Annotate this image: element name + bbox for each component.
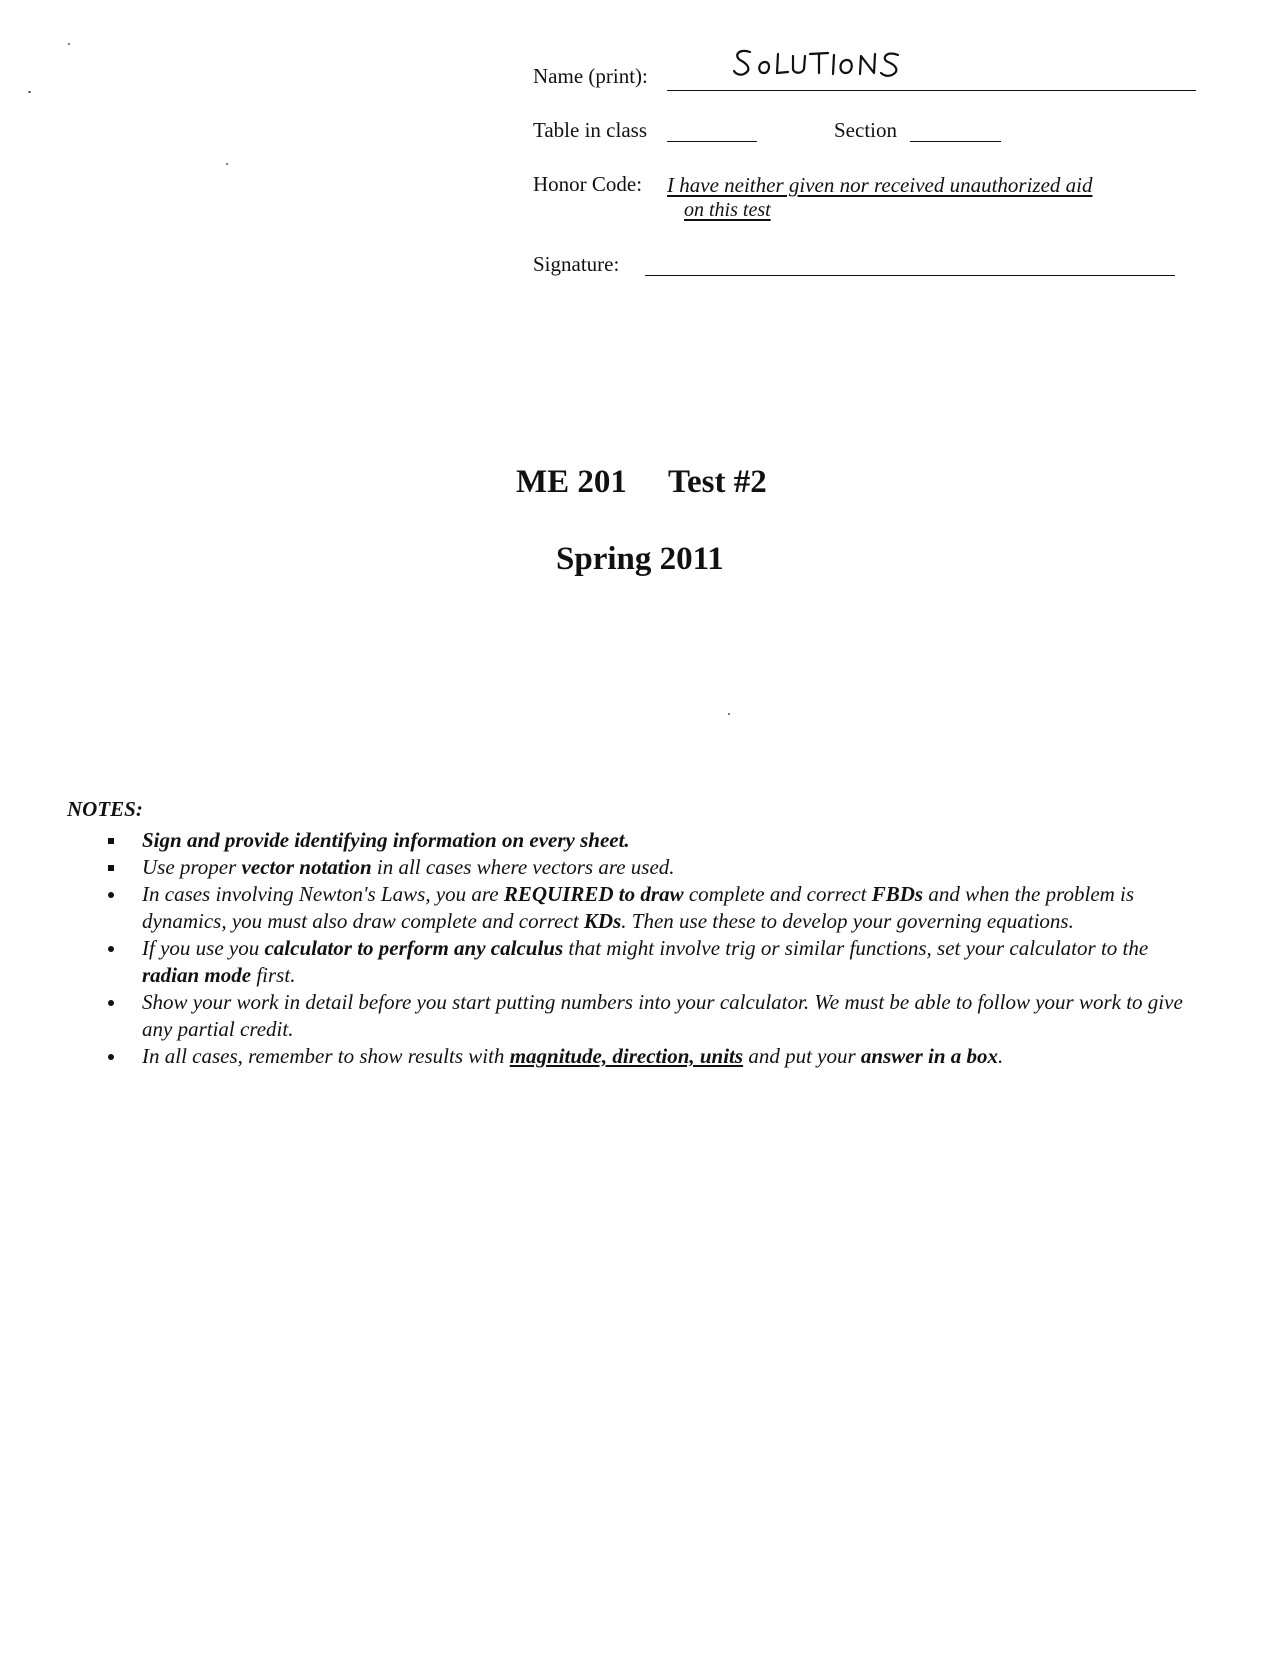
note-text: If you use you (142, 936, 265, 960)
note-item (100, 935, 1210, 989)
scan-speck (28, 91, 31, 93)
note-underlined-text: magnitude, direction, units (509, 1044, 744, 1068)
note-bold-text: radian mode (142, 963, 252, 987)
table-in-class-label: Table in class (533, 118, 647, 142)
scan-speck (226, 163, 228, 165)
note-item (100, 989, 1210, 1043)
note-bold-text: answer in a box (860, 1044, 999, 1068)
note-bold-text: REQUIRED to draw (503, 882, 684, 906)
note-text: first. (251, 963, 296, 987)
note-text: . (998, 1044, 1004, 1068)
note-text: and when the problem is dynamics, you must also draw complete and correct (142, 882, 1135, 933)
scan-speck (68, 43, 70, 45)
name-label: Name (print): (533, 64, 648, 88)
note-text: Use proper (142, 855, 242, 879)
course-title: ME 201 (516, 464, 627, 500)
note-text: . Then use these to develop your governing equations. (621, 909, 1074, 933)
note-text: Sign and provide identifying information on every sheet. (142, 828, 630, 852)
test-title: Test #2 (668, 464, 767, 500)
note-text: complete and correct (683, 882, 872, 906)
table-in-class-blank[interactable] (667, 141, 757, 142)
square-bullet-icon (108, 838, 114, 844)
round-bullet-icon (108, 946, 114, 952)
section-label: Section (834, 118, 897, 142)
note-bold-text: FBDs (871, 882, 924, 906)
notes-list (100, 827, 1210, 1070)
note-bold-text: KDs (583, 909, 622, 933)
round-bullet-icon (108, 1000, 114, 1006)
note-text: in all cases where vectors are used. (371, 855, 675, 879)
note-item (100, 854, 1210, 881)
square-bullet-icon (108, 865, 114, 871)
section-blank[interactable] (910, 141, 1001, 142)
note-text: In all cases, remember to show results with (142, 1044, 510, 1068)
round-bullet-icon (108, 892, 114, 898)
scan-speck (728, 713, 730, 715)
handwritten-name-value (730, 44, 930, 88)
note-text: that might involve trig or similar functions, set your calculator to the (563, 936, 1149, 960)
round-bullet-icon (108, 1054, 114, 1060)
note-bold-text: calculator to perform any calculus (264, 936, 564, 960)
note-text: In cases involving Newton's Laws, you are (142, 882, 504, 906)
note-text: and put your (743, 1044, 861, 1068)
note-item (100, 881, 1210, 935)
note-bold-text: vector notation (241, 855, 372, 879)
name-blank-line[interactable] (667, 90, 1196, 91)
honor-code-label: Honor Code: (533, 172, 643, 196)
honor-code-statement-line1: I have neither given nor received unauthorized aid (667, 173, 1093, 197)
note-item (100, 1043, 1210, 1070)
honor-code-statement-line2: on this test (684, 199, 771, 221)
note-item (100, 827, 1210, 854)
notes-heading: NOTES: (67, 797, 143, 821)
term-title: Spring 2011 (556, 541, 724, 577)
note-text: Show your work in detail before you start putting numbers into your calculator. We must be able to follow your work to give any partial credit. (142, 990, 1183, 1041)
signature-blank-line[interactable] (645, 275, 1175, 276)
signature-label: Signature: (533, 252, 620, 276)
